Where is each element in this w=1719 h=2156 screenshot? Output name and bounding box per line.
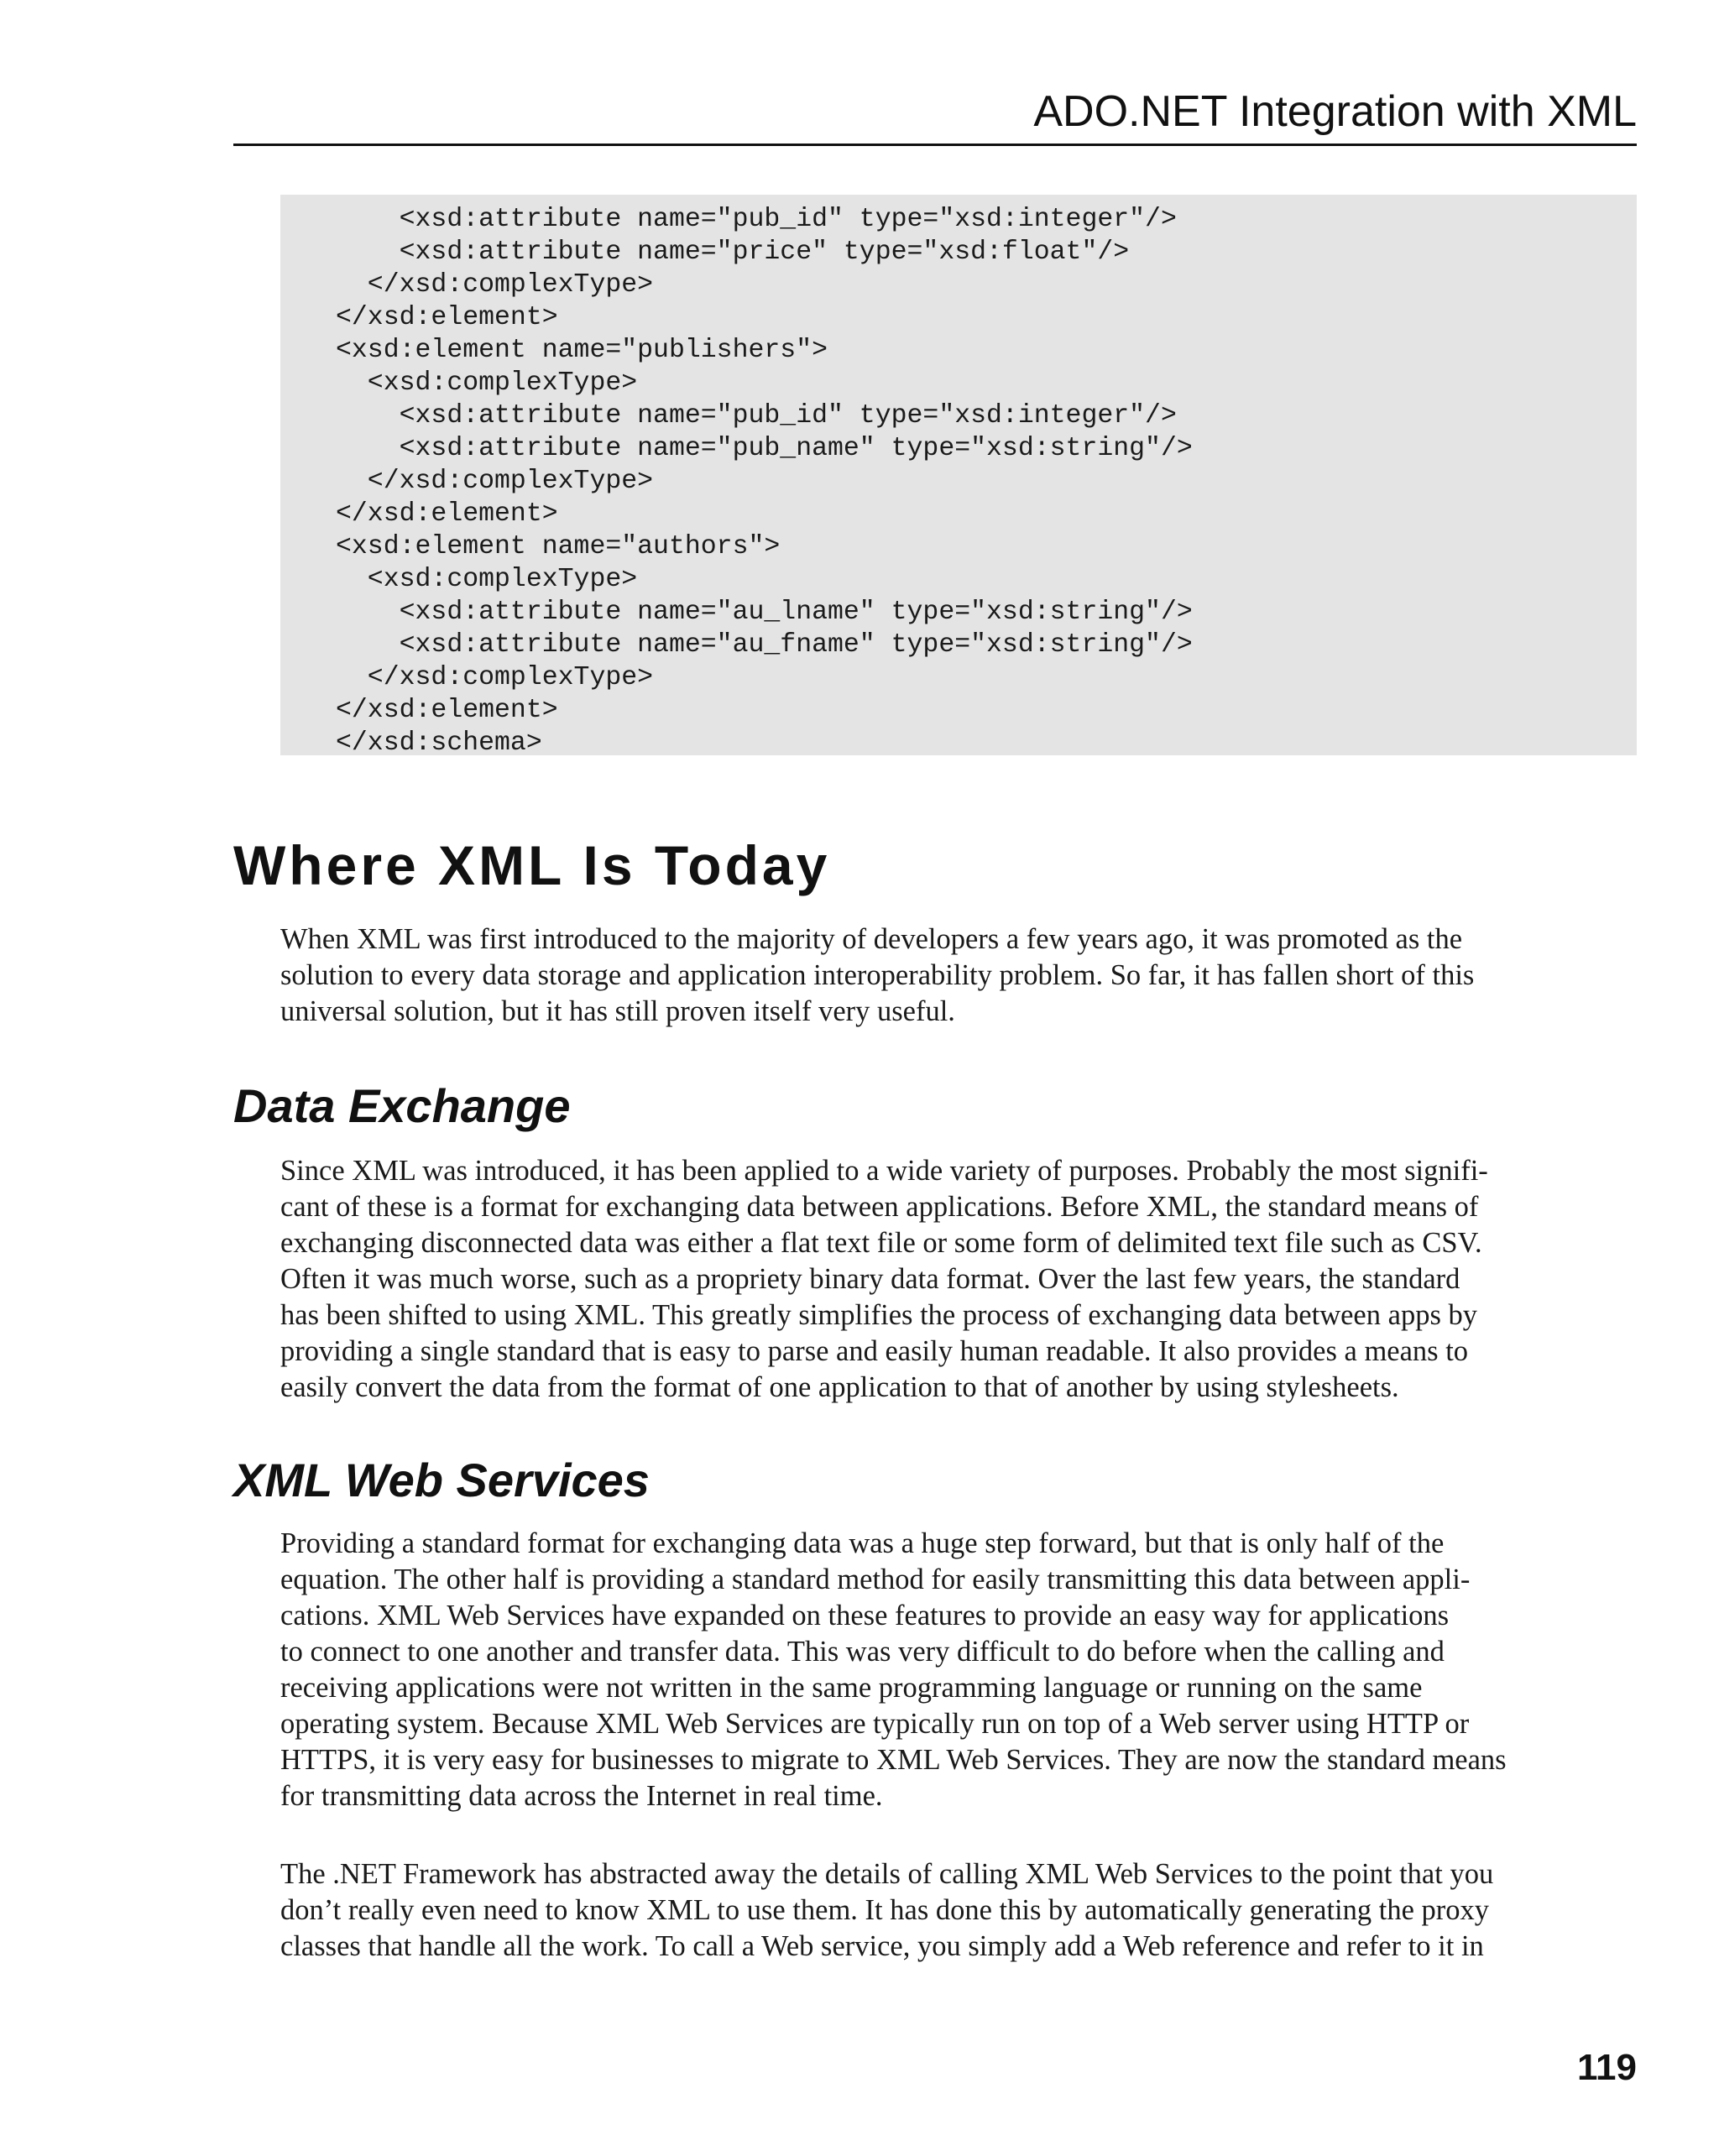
web-services-heading: XML Web Services [233, 1454, 650, 1506]
text-line: has been shifted to using XML. This greatly simplifies the process of exchanging data between apps by [280, 1299, 1477, 1331]
text-line: When XML was first introduced to the majority of developers a few years ago, it was promoted as the [280, 923, 1463, 955]
text-line: HTTPS, it is very easy for businesses to migrate to XML Web Services. They are now the standard means [280, 1744, 1507, 1776]
text-line: universal solution, but it has still proven itself very useful. [280, 995, 955, 1027]
data-exchange-paragraph [280, 1153, 1648, 1406]
code-line: </xsd:element> [336, 303, 558, 332]
text-line: cations. XML Web Services have expanded on these features to provide an easy way for applications [280, 1600, 1450, 1631]
code-line: <xsd:attribute name="pub_id" type="xsd:integer"/> [336, 205, 1177, 234]
running-header [233, 81, 1637, 146]
text-line: to connect to one another and transfer data. This was very difficult to do before when the calling and [280, 1636, 1445, 1668]
page-number: 119 [1577, 2047, 1637, 2088]
data-exchange-heading: Data Exchange [233, 1079, 571, 1132]
code-line: </xsd:element> [336, 696, 558, 725]
text-line: receiving applications were not written in the same programming language or running on the same [280, 1672, 1423, 1704]
text-line: cant of these is a format for exchanging data between applications. Before XML, the standard means of [280, 1191, 1479, 1223]
text-line: solution to every data storage and application interoperability problem. So far, it has fallen short of this [280, 959, 1475, 991]
section-heading: Where XML Is Today [233, 834, 831, 896]
running-header-title: ADO.NET Integration with XML [1033, 87, 1637, 136]
text-line: Since XML was introduced, it has been applied to a wide variety of purposes. Probably the most signifi- [280, 1155, 1488, 1187]
code-line: <xsd:attribute name="au_fname" type="xsd:string"/> [336, 630, 1193, 660]
code-line: </xsd:complexType> [336, 663, 654, 692]
text-line: operating system. Because XML Web Services are typically run on top of a Web server using HTTP or [280, 1708, 1470, 1740]
text-line: easily convert the data from the format of one application to that of another by using stylesheets. [280, 1371, 1399, 1403]
web-services-paragraph-1 [280, 1526, 1648, 1814]
text-line: equation. The other half is providing a standard method for easily transmitting this data between appli- [280, 1563, 1471, 1595]
text-line: exchanging disconnected data was either a flat text file or some form of delimited text file such as CSV. [280, 1227, 1482, 1259]
code-line: <xsd:attribute name="price" type="xsd:float"/> [336, 238, 1130, 267]
text-line: providing a single standard that is easy to parse and easily human readable. It also provides a means to [280, 1335, 1469, 1367]
intro-paragraph [280, 921, 1648, 1030]
code-line: </xsd:complexType> [336, 467, 654, 496]
code-listing [280, 195, 1637, 758]
text-line: Often it was much worse, such as a propriety binary data format. Over the last few years, the standard [280, 1263, 1460, 1295]
text-line: The .NET Framework has abstracted away the details of calling XML Web Services to the point that you [280, 1858, 1494, 1890]
code-line: <xsd:attribute name="pub_id" type="xsd:integer"/> [336, 401, 1177, 431]
code-line: <xsd:complexType> [336, 368, 638, 398]
code-line: <xsd:element name="publishers"> [336, 336, 828, 365]
code-line: <xsd:element name="authors"> [336, 532, 781, 561]
code-line: </xsd:element> [336, 499, 558, 529]
text-line: for transmitting data across the Internet in real time. [280, 1780, 883, 1812]
code-line: </xsd:complexType> [336, 270, 654, 300]
web-services-paragraph-2 [280, 1856, 1648, 1965]
code-line: <xsd:attribute name="pub_name" type="xsd:string"/> [336, 434, 1193, 463]
code-line: <xsd:attribute name="au_lname" type="xsd:string"/> [336, 598, 1193, 627]
code-line: </xsd:schema> [336, 728, 542, 758]
text-line: Providing a standard format for exchanging data was a huge step forward, but that is only half of the [280, 1527, 1445, 1559]
code-line: <xsd:complexType> [336, 565, 638, 594]
text-line: don’t really even need to know XML to use them. It has done this by automatically generating the proxy [280, 1894, 1490, 1926]
text-line: classes that handle all the work. To call a Web service, you simply add a Web reference and refer to it in [280, 1930, 1484, 1962]
